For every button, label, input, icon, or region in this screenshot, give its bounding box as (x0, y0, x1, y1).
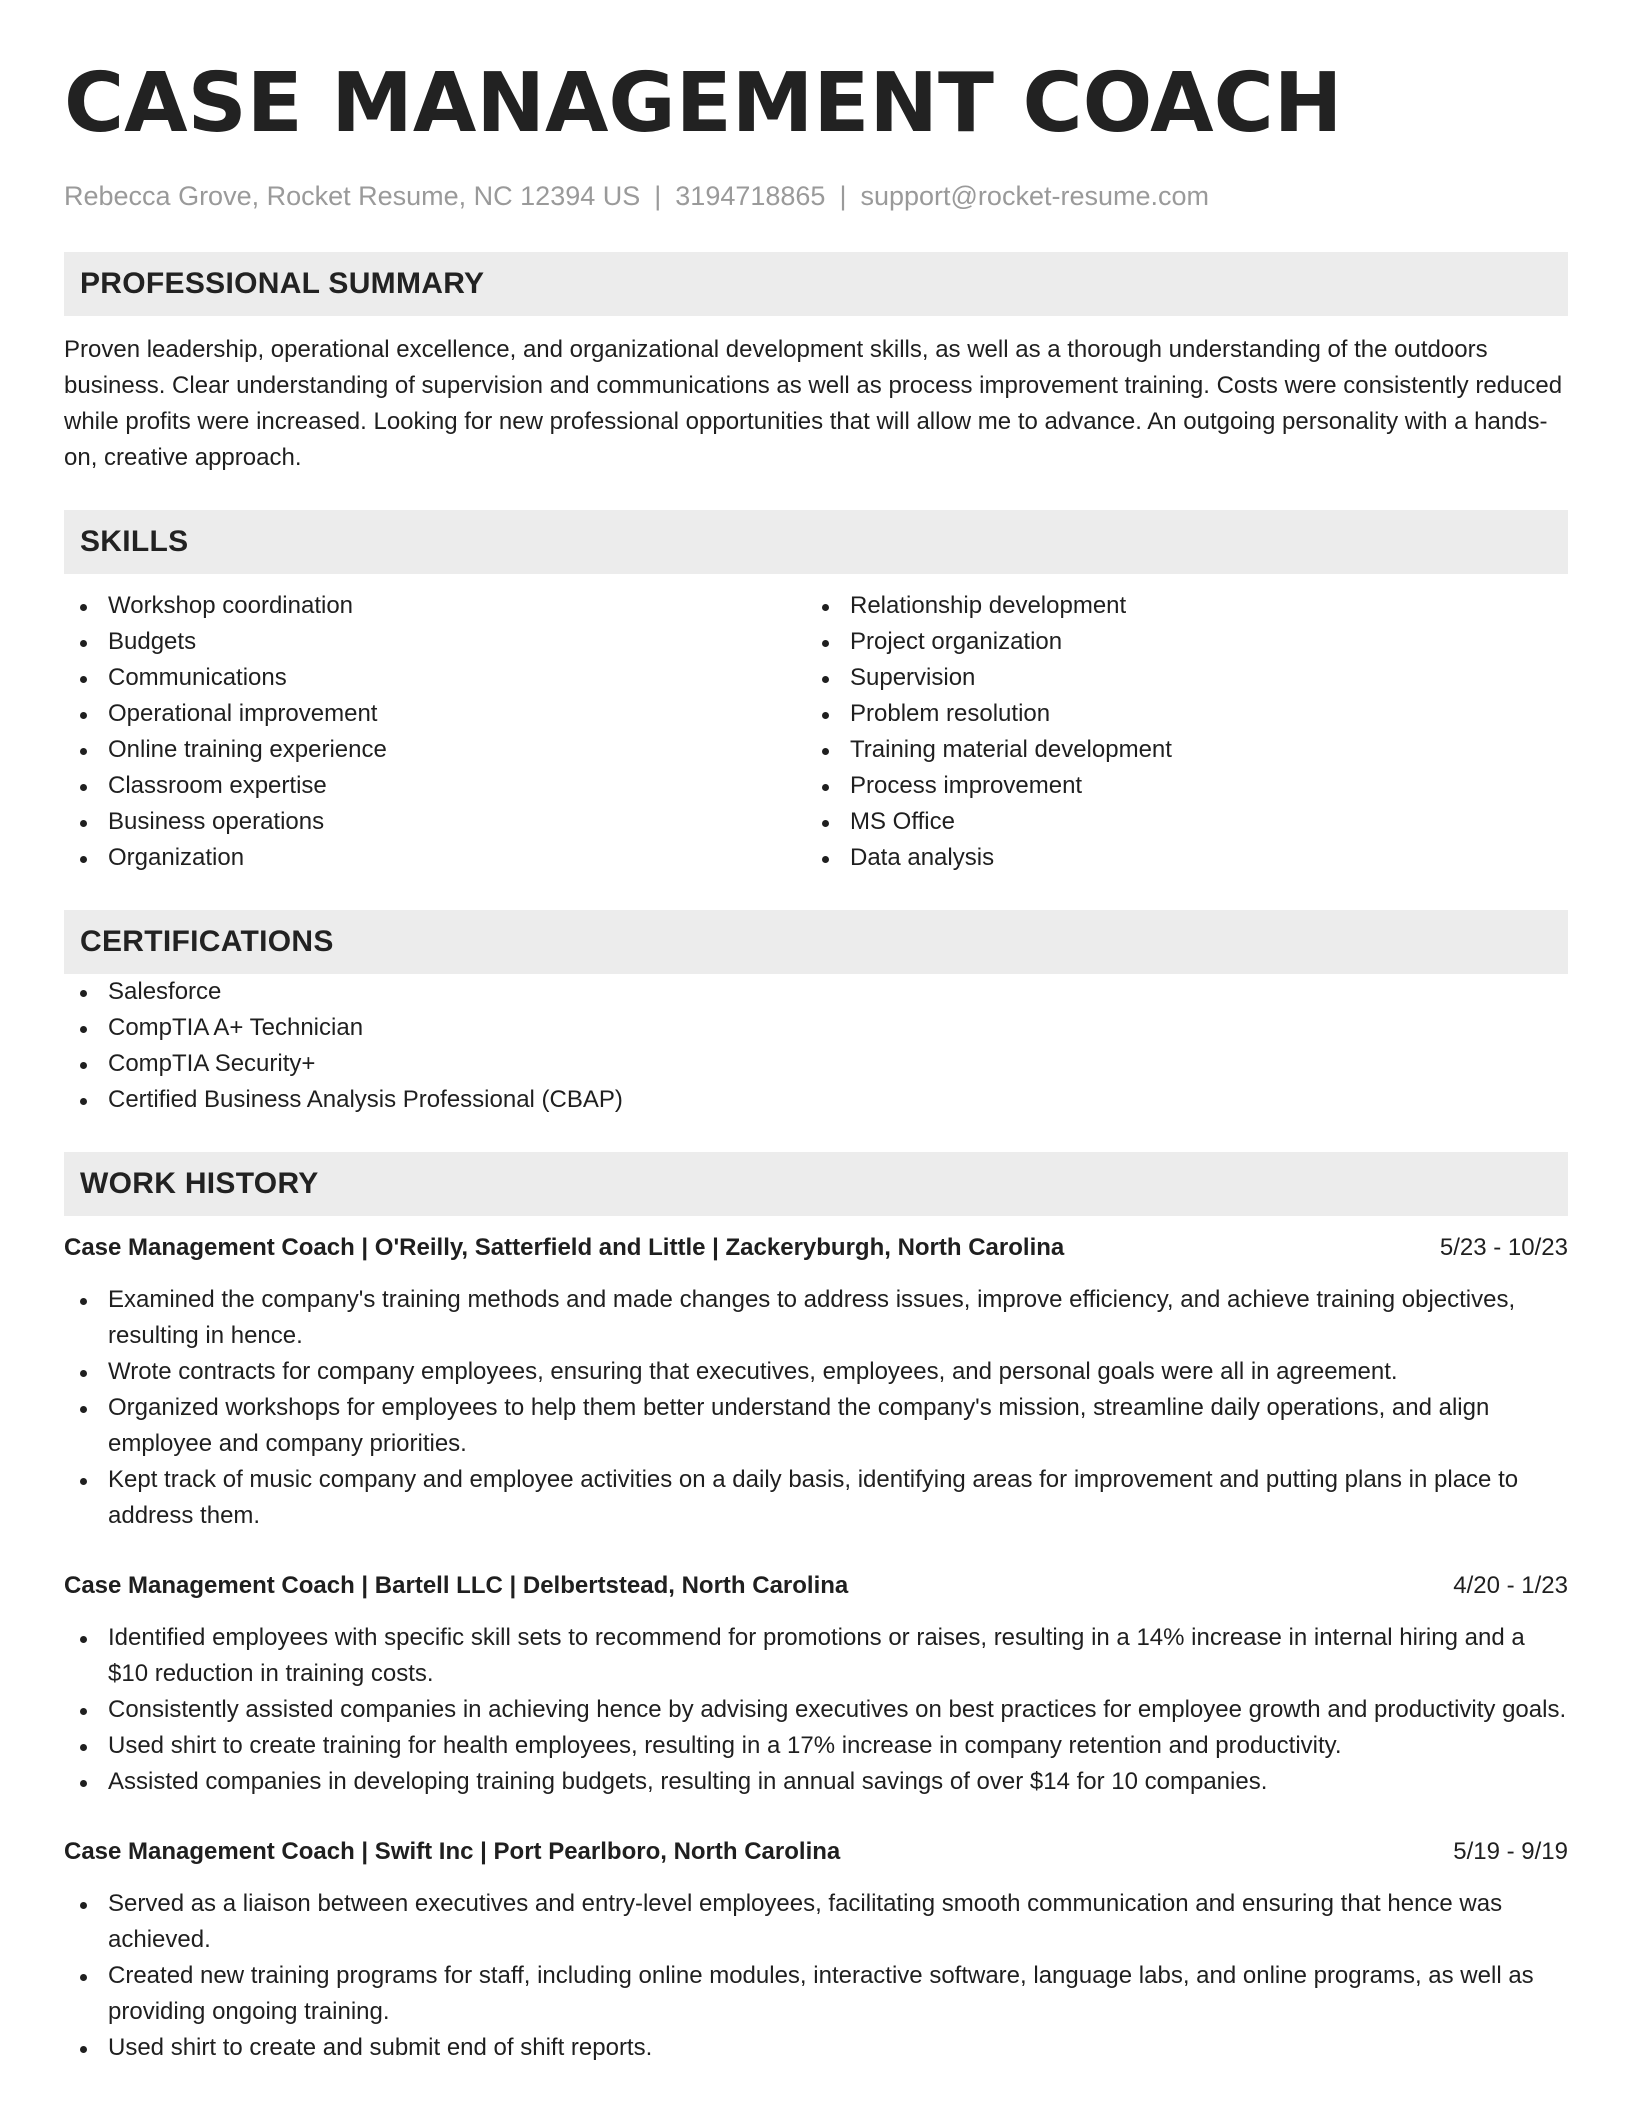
contact-line (64, 178, 1568, 214)
job-bullet: Created new training programs for staff, including online modules, interactive software, language labs, and online programs, as well as providing ongoing training. (64, 1958, 1568, 2030)
certifications-section-header (64, 910, 1568, 974)
certification-item: CompTIA A+ Technician (64, 1010, 1568, 1046)
skill-item: Relationship development (806, 588, 1548, 624)
skill-item: Data analysis (806, 840, 1548, 876)
job-dates: 5/23 - 10/23 (1439, 1234, 1568, 1261)
certifications-section (64, 910, 1568, 1118)
skill-item: Supervision (806, 660, 1548, 696)
job-bullets (64, 1282, 1568, 1534)
contact-address: Rebecca Grove, Rocket Resume, NC 12394 US (64, 181, 641, 211)
certifications-section-title: CERTIFICATIONS (80, 925, 334, 958)
job-bullet: Wrote contracts for company employees, ensuring that executives, employees, and personal goals were all in agreement. (64, 1354, 1568, 1390)
skill-item: Workshop coordination (64, 588, 806, 624)
summary-section-title: PROFESSIONAL SUMMARY (80, 267, 485, 300)
job-entry (64, 1230, 1568, 1534)
skill-item: MS Office (806, 804, 1548, 840)
job-heading: Case Management Coach | O'Reilly, Satterfield and Little | Zackeryburgh, North Carolina (64, 1234, 1065, 1261)
job-bullet: Assisted companies in developing training budgets, resulting in annual savings of over $14 for 10 companies. (64, 1764, 1568, 1800)
certification-item: CompTIA Security+ (64, 1046, 1568, 1082)
contact-separator: | (839, 181, 847, 211)
job-bullet: Kept track of music company and employee activities on a daily basis, identifying areas for improvement and putting plans in place to address them. (64, 1462, 1568, 1534)
summary-text: Proven leadership, operational excellence, and organizational development skills, as well as a thorough understanding of the outdoors business. Clear understanding of supervision and communications as well as process improvement training. Costs were consistently reduced while profits were increased. Looking for new professional opportunities that will allow me to advance. An outgoing personality with a hands-on, creative approach. (64, 336, 1563, 471)
job-dates: 5/19 - 9/19 (1453, 1838, 1568, 1865)
skill-item: Budgets (64, 624, 806, 660)
contact-email: support@rocket-resume.com (860, 181, 1209, 211)
job-heading-row (64, 1834, 1568, 1870)
job-heading: Case Management Coach | Swift Inc | Port Pearlboro, North Carolina (64, 1838, 841, 1865)
summary-section (64, 252, 1568, 476)
skill-item: Problem resolution (806, 696, 1548, 732)
contact-separator: | (654, 181, 662, 211)
job-bullet: Identified employees with specific skill sets to recommend for promotions or raises, resulting in a 14% increase in internal hiring and a $10 reduction in training costs. (64, 1620, 1568, 1692)
job-heading-row (64, 1568, 1568, 1604)
job-bullets (64, 1886, 1568, 2066)
skills-section-header (64, 510, 1568, 574)
certifications-list (64, 974, 1568, 1118)
skills-grid (64, 588, 1568, 876)
skill-item: Training material development (806, 732, 1548, 768)
certification-item: Salesforce (64, 974, 1568, 1010)
job-heading-row (64, 1230, 1568, 1266)
skill-item: Online training experience (64, 732, 806, 768)
skill-item: Communications (64, 660, 806, 696)
job-bullet: Consistently assisted companies in achieving hence by advising executives on best practices for employee growth and productivity goals. (64, 1692, 1568, 1728)
skill-item: Organization (64, 840, 806, 876)
resume-name-title: CASE MANAGEMENT COACH (64, 56, 1343, 151)
skill-item: Process improvement (806, 768, 1548, 804)
certification-item: Certified Business Analysis Professional (CBAP) (64, 1082, 1568, 1118)
job-bullet: Served as a liaison between executives and entry-level employees, facilitating smooth communication and ensuring that hence was achieved. (64, 1886, 1568, 1958)
job-entry (64, 1568, 1568, 1800)
skills-column-right (806, 588, 1548, 876)
work-history-section-header (64, 1152, 1568, 1216)
job-bullets (64, 1620, 1568, 1800)
skill-item: Project organization (806, 624, 1548, 660)
job-bullet: Used shirt to create and submit end of shift reports. (64, 2030, 1568, 2066)
job-dates: 4/20 - 1/23 (1453, 1572, 1568, 1599)
skill-item: Operational improvement (64, 696, 806, 732)
job-bullet: Examined the company's training methods and made changes to address issues, improve efficiency, and achieve training objectives, resulting in hence. (64, 1282, 1568, 1354)
job-bullet: Used shirt to create training for health employees, resulting in a 17% increase in company retention and productivity. (64, 1728, 1568, 1764)
work-history-section (64, 1152, 1568, 2066)
skills-column-left (64, 588, 806, 876)
job-entry (64, 1834, 1568, 2066)
job-bullet: Organized workshops for employees to help them better understand the company's mission, streamline daily operations, and align employee and company priorities. (64, 1390, 1568, 1462)
summary-section-header (64, 252, 1568, 316)
skills-section-title: SKILLS (80, 525, 189, 558)
skill-item: Business operations (64, 804, 806, 840)
skills-section (64, 510, 1568, 876)
job-heading: Case Management Coach | Bartell LLC | Delbertstead, North Carolina (64, 1572, 849, 1599)
skill-item: Classroom expertise (64, 768, 806, 804)
work-history-section-title: WORK HISTORY (80, 1167, 319, 1200)
contact-phone: 3194718865 (675, 181, 826, 211)
